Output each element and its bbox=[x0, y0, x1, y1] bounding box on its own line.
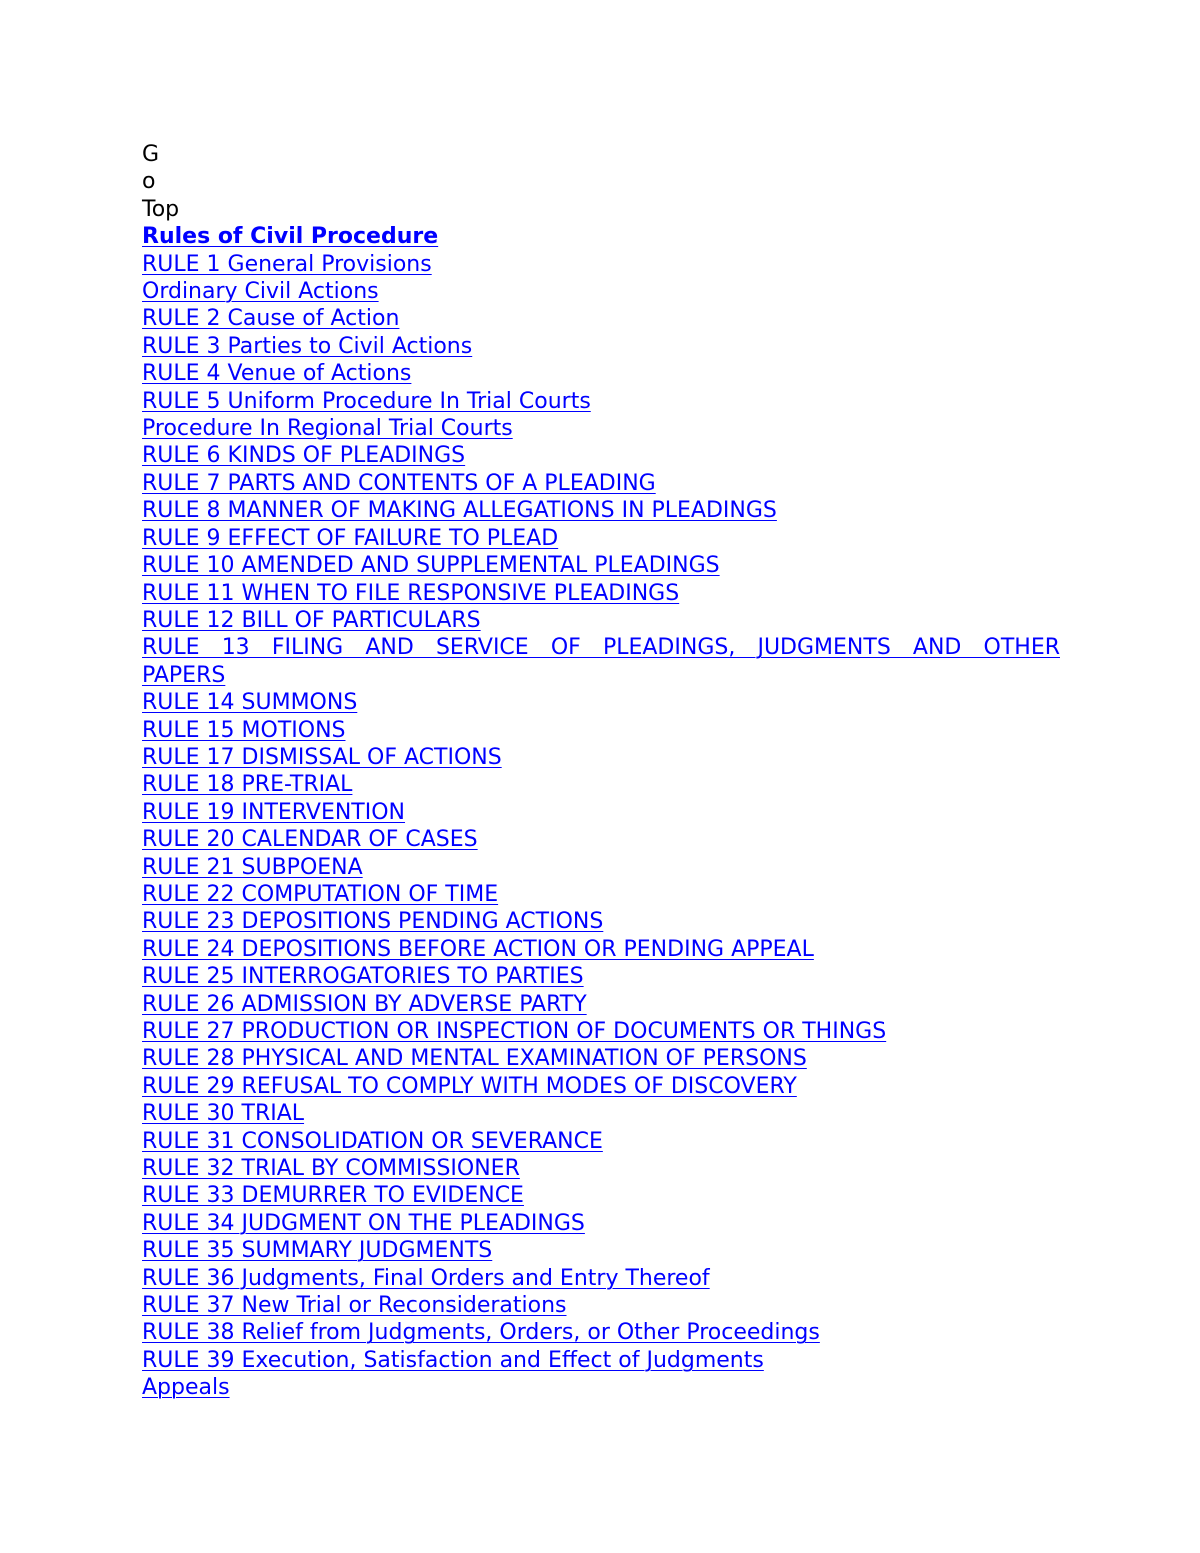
toc-link-rule-37[interactable]: RULE 37 New Trial or Reconsiderations bbox=[142, 1293, 567, 1319]
toc-link-rule-31[interactable]: RULE 31 CONSOLIDATION OR SEVERANCE bbox=[142, 1128, 603, 1154]
toc-title-link[interactable]: Rules of Civil Procedure bbox=[142, 224, 439, 250]
toc-link-rule-18[interactable]: RULE 18 PRE-TRIAL bbox=[142, 772, 353, 798]
toc-link-rule-7[interactable]: RULE 7 PARTS AND CONTENTS OF A PLEADING bbox=[142, 470, 656, 496]
toc-item bbox=[142, 1045, 1060, 1072]
toc-item bbox=[142, 442, 1060, 469]
toc-link-rule-36[interactable]: RULE 36 Judgments, Final Orders and Entry Thereof bbox=[142, 1265, 710, 1291]
toc-item bbox=[142, 552, 1060, 579]
toc-link-rule-39[interactable]: RULE 39 Execution, Satisfaction and Effect of Judgments bbox=[142, 1347, 764, 1373]
table-of-contents bbox=[142, 223, 1060, 1401]
toc-item bbox=[142, 251, 1060, 278]
toc-item bbox=[142, 826, 1060, 853]
toc-item bbox=[142, 1292, 1060, 1319]
toc-link-rule-3[interactable]: RULE 3 Parties to Civil Actions bbox=[142, 333, 473, 359]
toc-link-rule-13[interactable] bbox=[142, 634, 1060, 689]
toc-item bbox=[142, 991, 1060, 1018]
toc-link-rule-10[interactable]: RULE 10 AMENDED AND SUPPLEMENTAL PLEADINGS bbox=[142, 553, 720, 579]
header-top-label: Top bbox=[142, 196, 180, 222]
toc-link-rule-1[interactable]: RULE 1 General Provisions bbox=[142, 251, 432, 277]
toc-link-rule-28[interactable]: RULE 28 PHYSICAL AND MENTAL EXAMINATION OF PERSONS bbox=[142, 1046, 807, 1072]
toc-link-rule-21[interactable]: RULE 21 SUBPOENA bbox=[142, 854, 363, 880]
toc-item bbox=[142, 717, 1060, 744]
toc-link-rule-20[interactable]: RULE 20 CALENDAR OF CASES bbox=[142, 827, 478, 853]
toc-link-rule-13-line-2: PAPERS bbox=[142, 662, 226, 688]
toc-title-item bbox=[142, 223, 1060, 250]
header-letter-g: G bbox=[142, 142, 160, 167]
toc-item bbox=[142, 415, 1060, 442]
toc-item bbox=[142, 1237, 1060, 1264]
toc-link-rule-6[interactable]: RULE 6 KINDS OF PLEADINGS bbox=[142, 443, 466, 469]
header-letter-o: o bbox=[142, 169, 156, 195]
toc-link-rule-38[interactable]: RULE 38 Relief from Judgments, Orders, or Other Proceedings bbox=[142, 1320, 820, 1346]
toc-link-rule-27[interactable]: RULE 27 PRODUCTION OR INSPECTION OF DOCUMENTS OR THINGS bbox=[142, 1019, 887, 1044]
toc-item bbox=[142, 1155, 1060, 1182]
toc-item bbox=[142, 388, 1060, 415]
toc-item bbox=[142, 278, 1060, 305]
toc-link-procedure-rtc[interactable]: Procedure In Regional Trial Courts bbox=[142, 416, 513, 442]
toc-link-rule-12[interactable]: RULE 12 BILL OF PARTICULARS bbox=[142, 607, 481, 633]
toc-link-rule-34[interactable]: RULE 34 JUDGMENT ON THE PLEADINGS bbox=[142, 1210, 585, 1236]
toc-link-rule-30[interactable]: RULE 30 TRIAL bbox=[142, 1101, 305, 1127]
toc-item bbox=[142, 305, 1060, 332]
toc-item bbox=[142, 1265, 1060, 1292]
toc-link-rule-32[interactable]: RULE 32 TRIAL BY COMMISSIONER bbox=[142, 1156, 520, 1182]
toc-link-rule-14[interactable]: RULE 14 SUMMONS bbox=[142, 690, 358, 716]
toc-item bbox=[142, 854, 1060, 881]
toc-item bbox=[142, 497, 1060, 524]
toc-item bbox=[142, 607, 1060, 634]
toc-link-appeals[interactable]: Appeals bbox=[142, 1375, 230, 1401]
toc-item bbox=[142, 1319, 1060, 1346]
toc-item bbox=[142, 936, 1060, 963]
toc-item bbox=[142, 1073, 1060, 1100]
toc-link-rule-35[interactable]: RULE 35 SUMMARY JUDGMENTS bbox=[142, 1238, 493, 1264]
toc-link-ordinary-civil-actions[interactable]: Ordinary Civil Actions bbox=[142, 279, 379, 305]
toc-item bbox=[142, 634, 1060, 689]
toc-link-rule-9[interactable]: RULE 9 EFFECT OF FAILURE TO PLEAD bbox=[142, 525, 559, 551]
toc-item bbox=[142, 771, 1060, 798]
toc-link-rule-24[interactable]: RULE 24 DEPOSITIONS BEFORE ACTION OR PENDING APPEAL bbox=[142, 936, 814, 962]
toc-item bbox=[142, 1347, 1060, 1374]
toc-link-rule-22[interactable]: RULE 22 COMPUTATION OF TIME bbox=[142, 881, 499, 907]
toc-link-rule-11[interactable]: RULE 11 WHEN TO FILE RESPONSIVE PLEADINGS bbox=[142, 580, 680, 606]
toc-link-rule-33[interactable]: RULE 33 DEMURRER TO EVIDENCE bbox=[142, 1183, 524, 1209]
toc-link-rule-19[interactable]: RULE 19 INTERVENTION bbox=[142, 799, 406, 825]
toc-item bbox=[142, 1182, 1060, 1209]
toc-link-rule-26[interactable]: RULE 26 ADMISSION BY ADVERSE PARTY bbox=[142, 991, 587, 1017]
toc-link-rule-2[interactable]: RULE 2 Cause of Action bbox=[142, 306, 400, 332]
toc-item bbox=[142, 1374, 1060, 1401]
toc-item bbox=[142, 689, 1060, 716]
toc-link-rule-23[interactable]: RULE 23 DEPOSITIONS PENDING ACTIONS bbox=[142, 909, 604, 935]
toc-link-rule-8[interactable]: RULE 8 MANNER OF MAKING ALLEGATIONS IN PLEADINGS bbox=[142, 498, 777, 524]
toc-link-rule-4[interactable]: RULE 4 Venue of Actions bbox=[142, 361, 412, 387]
toc-item bbox=[142, 908, 1060, 935]
toc-item bbox=[142, 1018, 1060, 1045]
toc-item bbox=[142, 1210, 1060, 1237]
toc-item bbox=[142, 881, 1060, 908]
toc-item bbox=[142, 1100, 1060, 1127]
toc-link-rule-5[interactable]: RULE 5 Uniform Procedure In Trial Courts bbox=[142, 388, 591, 414]
toc-item bbox=[142, 580, 1060, 607]
toc-link-rule-25[interactable]: RULE 25 INTERROGATORIES TO PARTIES bbox=[142, 964, 584, 990]
toc-item bbox=[142, 963, 1060, 990]
toc-item bbox=[142, 1128, 1060, 1155]
toc-link-rule-17[interactable]: RULE 17 DISMISSAL OF ACTIONS bbox=[142, 744, 502, 770]
document-page bbox=[142, 141, 1060, 1402]
toc-item bbox=[142, 470, 1060, 497]
toc-link-rule-13-line-1: RULE 13 FILING AND SERVICE OF PLEADINGS, JUDGMENTS AND OTHER bbox=[142, 635, 1060, 661]
toc-link-rule-15[interactable]: RULE 15 MOTIONS bbox=[142, 717, 346, 743]
toc-item bbox=[142, 525, 1060, 552]
toc-item bbox=[142, 333, 1060, 360]
toc-item bbox=[142, 744, 1060, 771]
toc-link-rule-29[interactable]: RULE 29 REFUSAL TO COMPLY WITH MODES OF DISCOVERY bbox=[142, 1073, 797, 1099]
toc-item bbox=[142, 360, 1060, 387]
toc-item bbox=[142, 799, 1060, 826]
